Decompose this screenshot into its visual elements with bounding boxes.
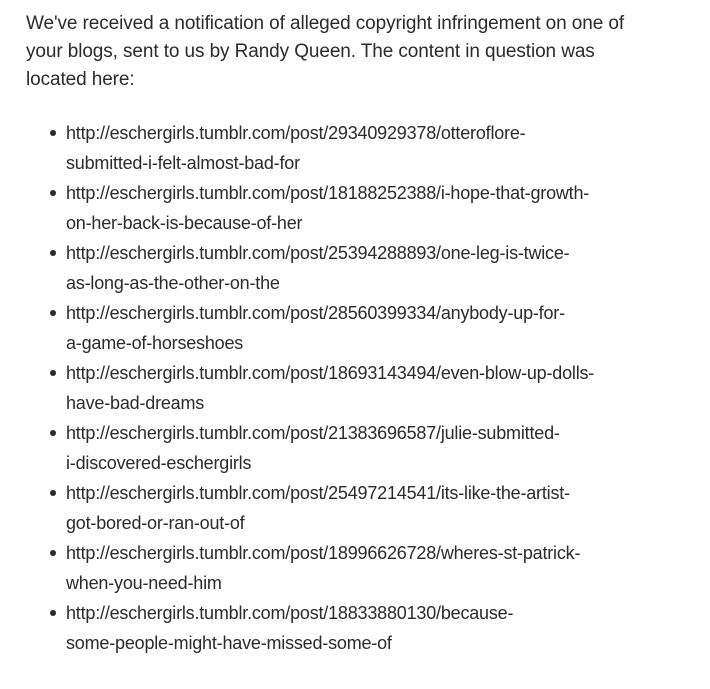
bullet-icon — [50, 430, 56, 436]
url-text: http://eschergirls.tumblr.com/post/18996626728/wheres-st-patrick- — [66, 543, 581, 563]
url-list-item — [66, 118, 674, 178]
intro-line: located here: — [26, 69, 135, 90]
url-text: http://eschergirls.tumblr.com/post/18188252388/i-hope-that-growth- — [66, 183, 590, 203]
url-text: http://eschergirls.tumblr.com/post/21383696587/julie-submitted- — [66, 423, 560, 443]
url-text: http://eschergirls.tumblr.com/post/29340929378/otteroflore- — [66, 123, 526, 143]
url-list-item — [66, 238, 674, 298]
intro-line: We've received a notification of alleged copyright infringement on one of — [26, 13, 625, 34]
url-text: http://eschergirls.tumblr.com/post/28560399334/anybody-up-for- — [66, 303, 565, 323]
url-text: got-bored-or-ran-out-of — [66, 513, 245, 533]
url-list-item — [66, 598, 674, 658]
url-text: i-discovered-eschergirls — [66, 453, 252, 473]
url-text: have-bad-dreams — [66, 393, 205, 413]
url-text: http://eschergirls.tumblr.com/post/18693143494/even-blow-up-dolls- — [66, 363, 595, 383]
url-list-item — [66, 298, 674, 358]
bullet-icon — [50, 610, 56, 616]
infringing-url-list — [26, 118, 686, 658]
bullet-icon — [50, 190, 56, 196]
url-text: when-you-need-him — [66, 573, 222, 593]
url-list-item — [66, 418, 674, 478]
url-list-item — [66, 538, 674, 598]
bullet-icon — [50, 130, 56, 136]
bullet-icon — [50, 550, 56, 556]
intro-line: your blogs, sent to us by Randy Queen. The content in question was — [26, 41, 595, 62]
url-text: http://eschergirls.tumblr.com/post/18833880130/because- — [66, 603, 514, 623]
bullet-icon — [50, 310, 56, 316]
url-text: some-people-might-have-missed-some-of — [66, 633, 392, 653]
url-text: as-long-as-the-other-on-the — [66, 273, 280, 293]
url-list-item — [66, 358, 674, 418]
url-text: on-her-back-is-because-of-her — [66, 213, 303, 233]
bullet-icon — [50, 490, 56, 496]
url-text: http://eschergirls.tumblr.com/post/25394288893/one-leg-is-twice- — [66, 243, 570, 263]
bullet-icon — [50, 250, 56, 256]
url-list-item — [66, 178, 674, 238]
url-list-item — [66, 478, 674, 538]
notice-intro — [26, 10, 686, 94]
url-text: submitted-i-felt-almost-bad-for — [66, 153, 300, 173]
url-text: a-game-of-horseshoes — [66, 333, 244, 353]
bullet-icon — [50, 370, 56, 376]
url-text: http://eschergirls.tumblr.com/post/25497214541/its-like-the-artist- — [66, 483, 570, 503]
